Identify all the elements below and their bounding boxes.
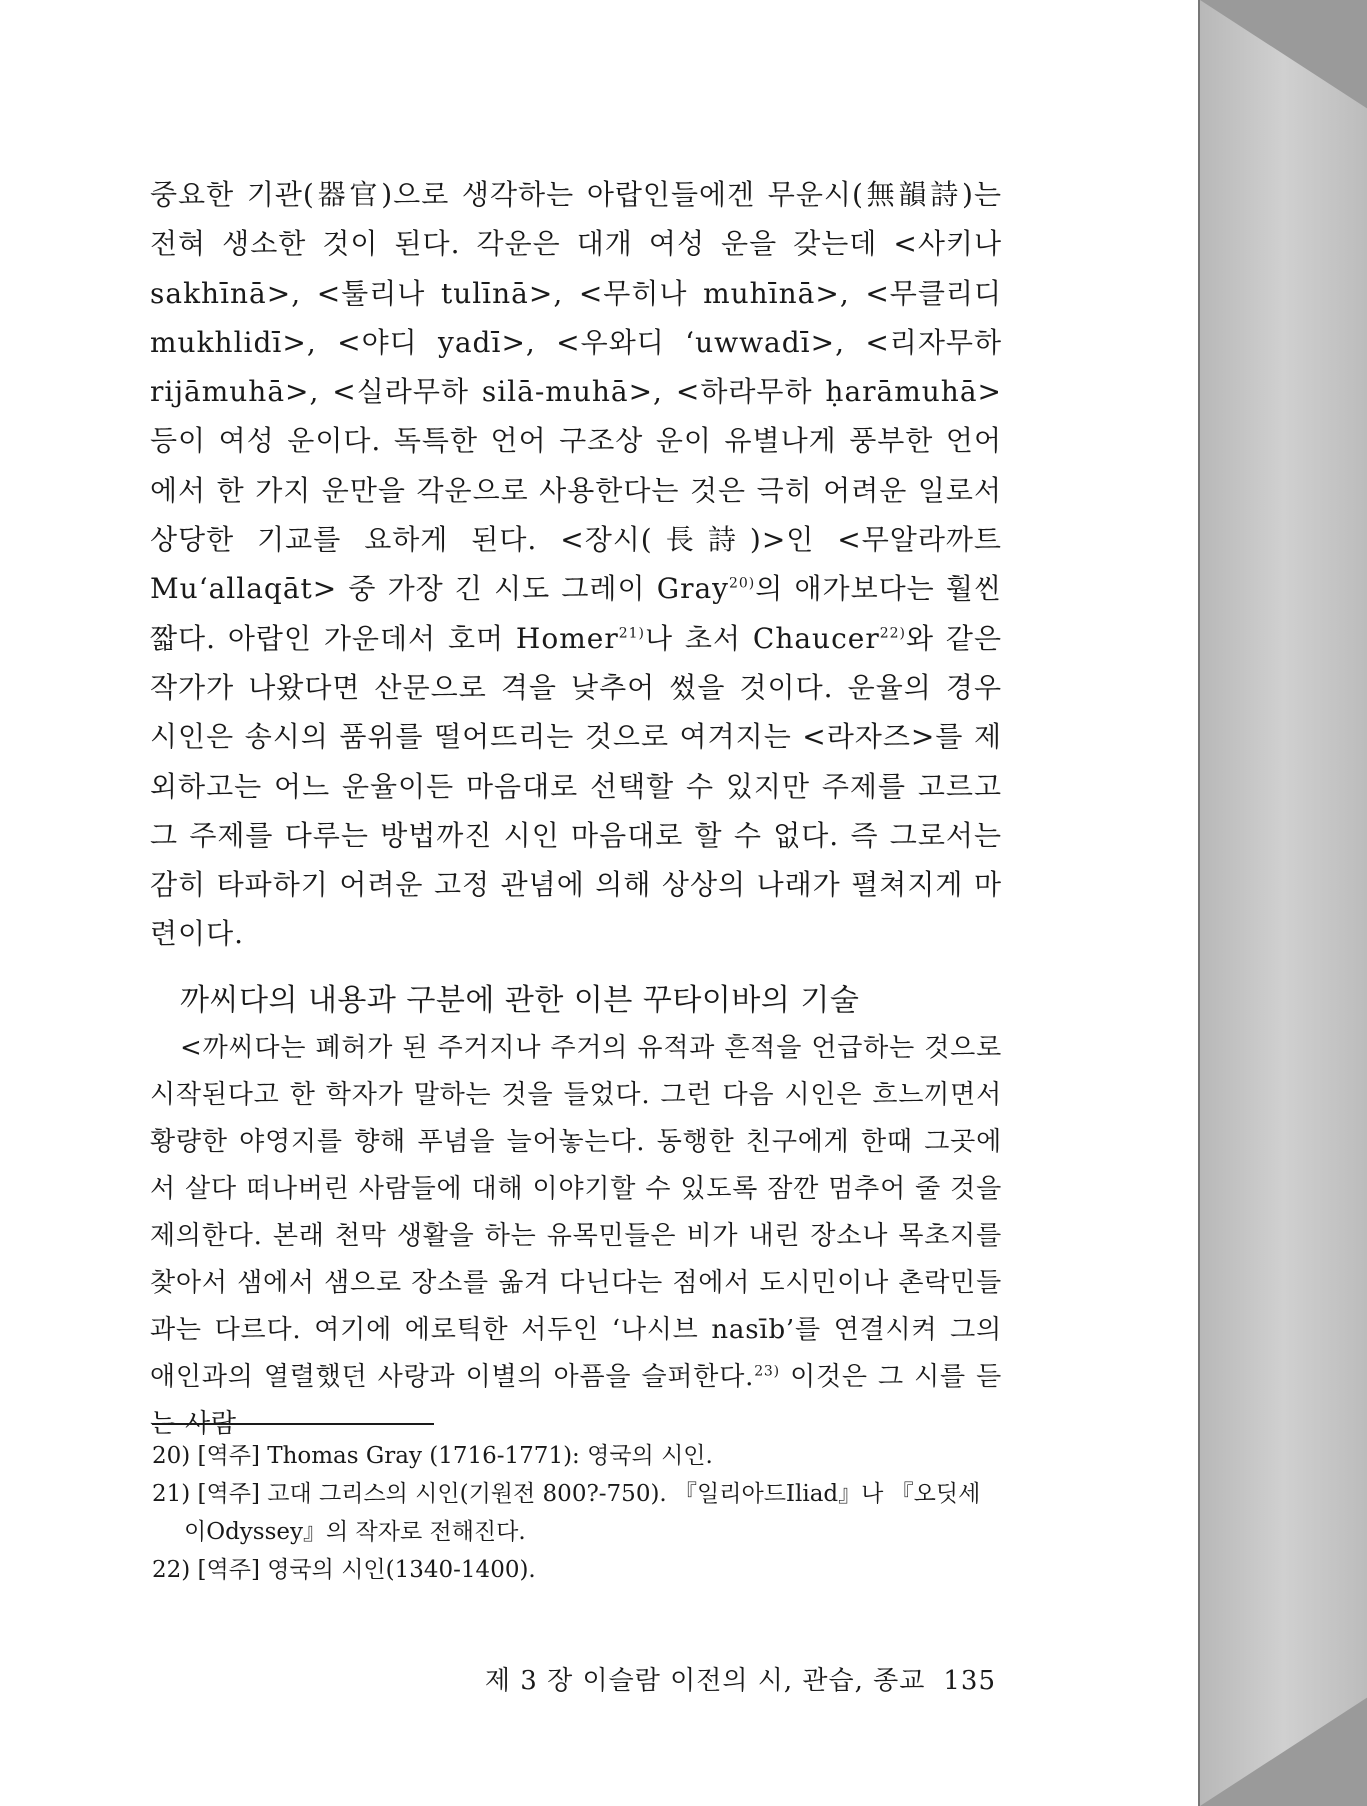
footnote-ref-23[interactable]: 23) <box>754 1363 780 1380</box>
footnote-ref-22[interactable]: 22) <box>879 625 906 642</box>
footnotes <box>152 1437 1002 1589</box>
footnote-21: 21) [역주] 고대 그리스의 시인(기원전 800?-750). 『일리아드Iliad』나 『오딧세이Odyssey』의 작자로 전해진다. <box>152 1481 981 1545</box>
body-paragraph <box>150 170 1002 959</box>
footnote-ref-20[interactable]: 20) <box>728 576 756 593</box>
footnote-ref-21[interactable]: 21) <box>618 625 645 642</box>
quote-text-1: <까씨다는 폐허가 된 주거지나 주거의 유적과 흔적을 언급하는 것으로 시작된다고 한 학자가 말하는 것을 들었다. 그런 다음 시인은 흐느끼면서 황량한 야영지를 향해 푸념을 늘어놓는다. 동행한 친구에게 한때 그곳에서 살다 떠나버린 사람들에 대해 이야기할 수 있도록 잠깐 멈추어 줄 것을 제의한다. 본래 천막 생활을 하는 유목민들은 비가 내린 장소나 목초지를 찾아서 샘에서 샘으로 장소를 옮겨 다닌다는 점에서 도시민이나 촌락민들과는 다르다. 여기에 에로틱한 서두인 ‘나시브 nasīb’를 연결시켜 그의 애인과의 열렬했던 사랑과 이별의 아픔을 슬퍼한다. <box>150 1033 1002 1392</box>
paragraph-text-2: 의 애가보다는 훨씬 짧다. 아랍인 가운데서 호머 Homer <box>150 572 1002 655</box>
page-number: 135 <box>943 1666 996 1696</box>
section-heading: 까씨다의 내용과 구분에 관한 이븐 꾸타이바의 기술 <box>180 983 860 1018</box>
footnote-divider <box>152 1423 434 1425</box>
footnote-22: 22) [역주] 영국의 시인(1340-1400). <box>152 1557 536 1583</box>
paragraph-text-4: 와 같은 작가가 나왔다면 산문으로 격을 낮추어 썼을 것이다. 운율의 경우 시인은 송시의 품위를 떨어뜨리는 것으로 여겨지는 <라자즈>를 제외하고는 어느 운율이든 마음대로 선택할 수 있지만 주제를 고르고 그 주제를 다루는 방법까진 시인 마음대로 할 수 없다. 즉 그로서는 감히 타파하기 어려운 고정 관념에 의해 상상의 나래가 펼쳐지게 마련이다. <box>150 621 1003 951</box>
paragraph-text-1: 중요한 기관(器官)으로 생각하는 아랍인들에겐 무운시(無韻詩)는 전혀 생소한 것이 된다. 각운은 대개 여성 운을 갖는데 <사키나 sakhīnā>, <툴리나 tulīnā>, <무히나 muhīnā>, <무클리디 mukhlidī>, <야디 yadī>, <우와디 ‘uwwadī>, <리자무하 rijāmuhā>, <실라무하 silā-muhā>, <하라무하 ḥarāmuhā> 등이 여성 운이다. 독특한 언어 구조상 운이 유별나게 풍부한 언어에서 한 가지 운만을 각운으로 사용한다는 것은 극히 어려운 일로서 상당한 기교를 요하게 된다. <장시(長詩)>인 <무알라까트 Mu‘allaqāt> 중 가장 긴 시도 그레이 Gray <box>150 178 1002 606</box>
book-edge <box>1200 0 1367 1806</box>
chapter-title: 제 3 장 이슬람 이전의 시, 관습, 종교 <box>484 1666 926 1696</box>
paragraph-text-3: 나 초서 Chaucer <box>645 621 880 655</box>
quote-paragraph <box>150 1025 1002 1448</box>
quote-text-2: 이것은 그 시를 듣는 사람 <box>150 1362 1003 1439</box>
footnote-20: 20) [역주] Thomas Gray (1716-1771): 영국의 시인. <box>152 1443 713 1469</box>
running-footer <box>485 1660 996 1697</box>
